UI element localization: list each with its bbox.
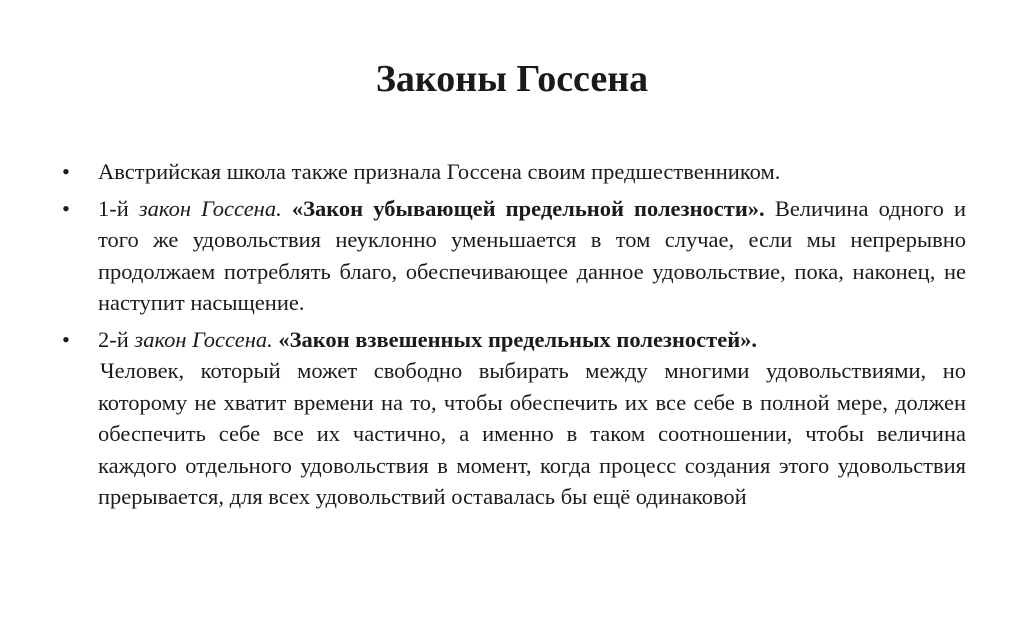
second-law-number: 2-й bbox=[98, 326, 135, 352]
bullet-list bbox=[62, 156, 966, 513]
second-law-heading bbox=[98, 324, 966, 356]
bullet-dot-icon: • bbox=[62, 195, 70, 221]
second-law-name: «Закон взвешенных предельных полезностей». bbox=[278, 326, 758, 352]
first-law-paragraph bbox=[98, 193, 966, 319]
first-law-number: 1-й bbox=[98, 195, 139, 221]
bullet-dot-icon: • bbox=[62, 326, 70, 352]
bullet-text: Австрийская школа также признала Госсена своим предшественником. bbox=[98, 159, 781, 184]
first-law-name: «Закон убывающей предельной полезности». bbox=[291, 195, 765, 221]
second-law-description: Человек, который может свободно выбирать между многими удовольствиями, но которому не хватит времени на то, чтобы обеспечить их все себе в полной мере, должен обеспечить себе все их частично, а именно в таком соотношении, чтобы величина каждого отдельного удовольствия в момент, когда процесс создания этого удовольствия прерывается, для всех удовольствий оставалась бы ещё одинаковой bbox=[98, 358, 966, 509]
second-law-label: закон Госсена. bbox=[134, 326, 273, 352]
bullet-item-first-law bbox=[62, 193, 966, 319]
first-law-label: закон Госсена. bbox=[138, 195, 282, 221]
bullet-item-second-law bbox=[62, 324, 966, 513]
bullet-dot-icon: • bbox=[62, 159, 70, 184]
first-law-description: Величина одного и того же удовольствия неуклонно уменьшается в том случае, если мы непрерывно продолжаем потреблять благо, обеспечивающее данное удовольствие, пока, наконец, не наступит насыщение. bbox=[98, 195, 966, 315]
bullet-item-austrian-school bbox=[62, 156, 966, 188]
slide-title: Законы Госсена bbox=[375, 58, 649, 100]
